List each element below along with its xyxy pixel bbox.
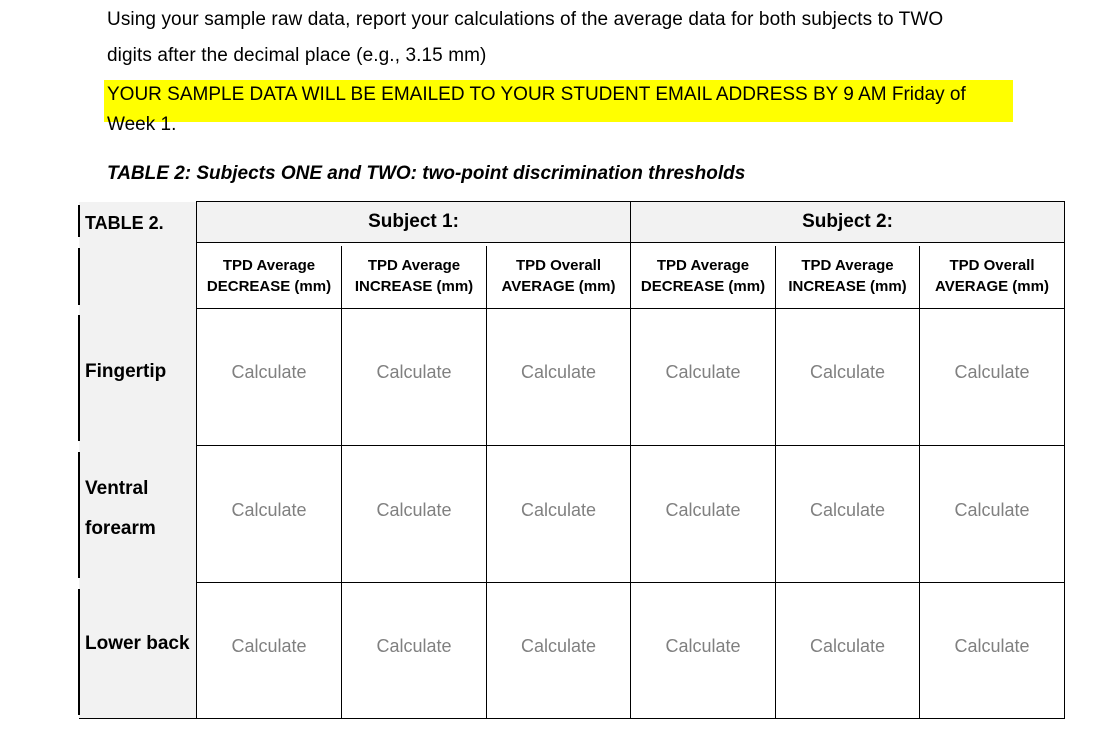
instruction-line-1: Using your sample raw data, report your calculations of the average data for both subjects to TWO bbox=[107, 9, 944, 30]
calculate-cell[interactable]: Calculate bbox=[231, 500, 307, 520]
calculate-cell[interactable]: Calculate bbox=[809, 362, 886, 382]
calculate-cell[interactable]: Calculate bbox=[231, 636, 307, 656]
subject-2-header: Subject 2: bbox=[802, 211, 893, 232]
row-label-ventral-cell bbox=[79, 446, 197, 583]
column-header: TPD Average INCREASE (mm) bbox=[788, 257, 907, 295]
row-label-lower-back: Lower back bbox=[85, 633, 190, 654]
calculate-cell[interactable]: Calculate bbox=[376, 636, 452, 656]
grid-line bbox=[1064, 201, 1065, 719]
column-header: TPD Average DECREASE (mm) bbox=[206, 257, 332, 295]
calculate-cell[interactable]: Calculate bbox=[954, 362, 1030, 382]
highlighted-notice: YOUR SAMPLE DATA WILL BE EMAILED TO YOUR STUDENT EMAIL ADDRESS BY 9 AM Friday of Week 1. bbox=[104, 80, 1013, 122]
grid-line bbox=[197, 445, 1065, 446]
instructions bbox=[107, 2, 1067, 74]
grid-line bbox=[197, 201, 1065, 202]
calculate-cell[interactable]: Calculate bbox=[954, 500, 1030, 520]
table-caption: TABLE 2: Subjects ONE and TWO: two-point discrimination thresholds bbox=[107, 163, 746, 184]
left-border bbox=[78, 248, 80, 305]
left-border bbox=[78, 205, 80, 237]
column-header: TPD Overall AVERAGE (mm) bbox=[935, 257, 1049, 295]
grid-line bbox=[79, 718, 1065, 719]
left-border bbox=[78, 589, 80, 715]
row-label-fingertip: Fingertip bbox=[85, 361, 167, 382]
calculate-cell[interactable]: Calculate bbox=[809, 636, 886, 656]
calculate-cell[interactable]: Calculate bbox=[520, 362, 597, 382]
table-label: TABLE 2. bbox=[85, 213, 164, 233]
row-label-forearm: forearm bbox=[85, 518, 156, 539]
calculate-cell[interactable]: Calculate bbox=[376, 500, 452, 520]
calculate-cell[interactable]: Calculate bbox=[376, 362, 452, 382]
grid-line bbox=[197, 242, 1065, 243]
left-border bbox=[78, 315, 80, 441]
column-header: TPD Average DECREASE (mm) bbox=[640, 257, 766, 295]
calculate-cell[interactable]: Calculate bbox=[809, 500, 886, 520]
row-label-ventral: Ventral bbox=[85, 478, 149, 499]
calculate-cell[interactable]: Calculate bbox=[520, 636, 597, 656]
grid-line bbox=[197, 582, 1065, 583]
calculate-cell[interactable]: Calculate bbox=[954, 636, 1030, 656]
subject-1-header: Subject 1: bbox=[368, 211, 459, 232]
calculate-cell[interactable]: Calculate bbox=[231, 362, 307, 382]
calculate-cell[interactable]: Calculate bbox=[665, 362, 741, 382]
calculate-cell[interactable]: Calculate bbox=[665, 636, 741, 656]
grid-line bbox=[197, 308, 1065, 309]
calculate-cell[interactable]: Calculate bbox=[520, 500, 597, 520]
column-header: TPD Average INCREASE (mm) bbox=[354, 257, 474, 295]
instruction-line-2: digits after the decimal place (e.g., 3.15 mm) bbox=[107, 45, 487, 66]
left-border bbox=[78, 452, 80, 578]
column-header: TPD Overall AVERAGE (mm) bbox=[501, 257, 616, 295]
calculate-cell[interactable]: Calculate bbox=[665, 500, 741, 520]
